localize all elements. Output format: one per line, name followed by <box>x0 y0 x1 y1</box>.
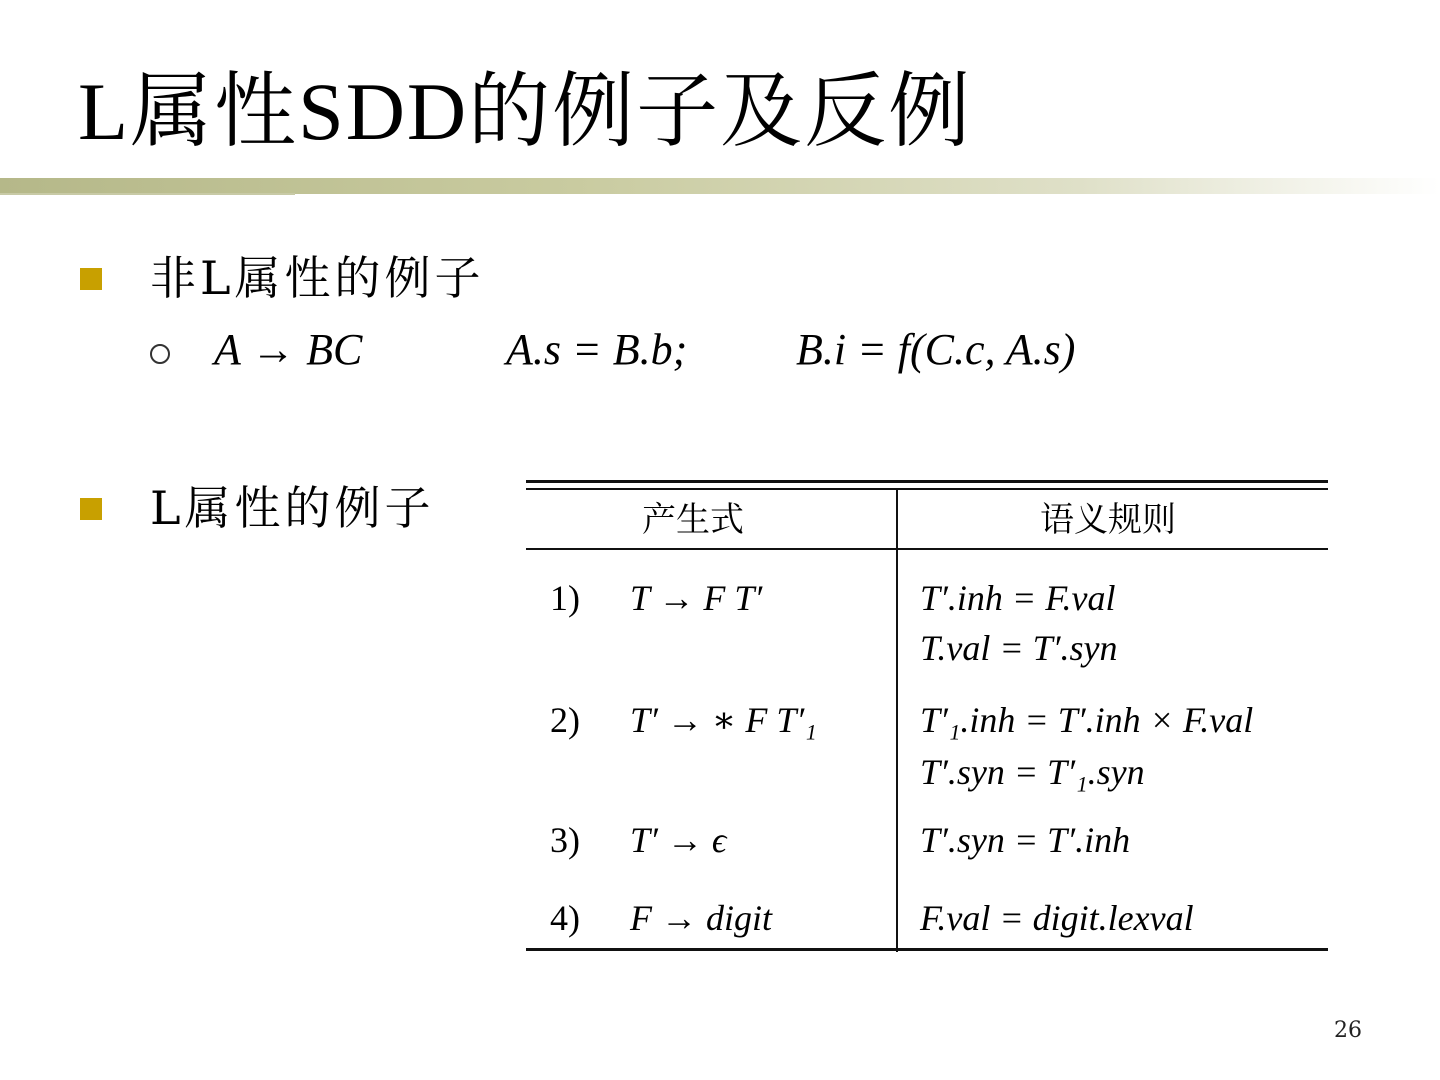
row-production: T′ → ϵ <box>630 820 727 860</box>
bullet-non-l-attribute: 非L属性的例子 <box>150 251 485 305</box>
row-rule: T′.syn = T′₁.syn <box>920 752 1145 792</box>
row-rule: T′.inh = F.val <box>920 578 1116 618</box>
table-header-rule <box>526 548 1328 550</box>
bullet-l-attribute: L属性的例子 <box>150 481 435 535</box>
table-column-divider <box>896 490 898 952</box>
table-top-rule-inner <box>526 488 1328 490</box>
header-production: 产生式 <box>642 500 744 540</box>
slide-title: L属性SDD的例子及反例 <box>78 66 973 157</box>
row-number: 3) <box>550 820 580 860</box>
row-production: T′ → ∗ F T′₁ <box>630 700 817 740</box>
bullet-square-icon <box>80 498 102 520</box>
sub-rule-1: A.s = B.b; <box>506 325 688 374</box>
table-top-rule <box>526 480 1328 483</box>
sdd-table <box>526 478 1328 954</box>
row-production: T → F T′ <box>630 578 763 618</box>
row-rule: F.val = digit.lexval <box>920 898 1194 938</box>
table-bottom-rule <box>526 948 1328 951</box>
row-number: 2) <box>550 700 580 740</box>
row-rule: T.val = T′.syn <box>920 628 1118 668</box>
title-underline-accent <box>0 193 295 195</box>
row-rule: T′₁.inh = T′.inh × F.val <box>920 700 1254 740</box>
row-number: 1) <box>550 578 580 618</box>
row-rule: T′.syn = T′.inh <box>920 820 1131 860</box>
row-number: 4) <box>550 898 580 938</box>
page-number: 26 <box>1334 1018 1362 1043</box>
sub-production: A → BC <box>214 325 363 374</box>
title-underline <box>0 178 1440 194</box>
bullet-square-icon <box>80 268 102 290</box>
circle-bullet-icon <box>150 344 170 364</box>
row-production: F → digit <box>630 898 772 938</box>
header-semantic-rules: 语义规则 <box>1040 500 1176 540</box>
sub-rule-2: B.i = f(C.c, A.s) <box>796 325 1076 374</box>
